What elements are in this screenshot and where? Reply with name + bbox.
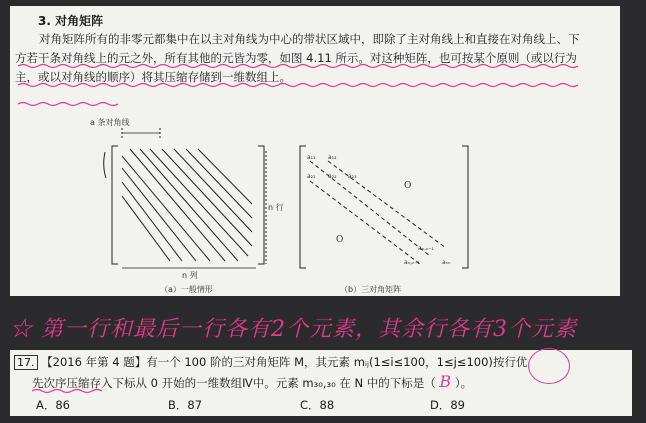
svg-text:a₂₁: a₂₁ — [307, 173, 316, 180]
svg-text:a₂₂: a₂₂ — [328, 173, 337, 180]
svg-text:aₙₙ: aₙₙ — [442, 259, 451, 266]
paragraph-text: 对角矩阵所有的非零元都集中在以主对角线为中心的带状区域中，即除了主对角线上和直接在对角线上、下方若干条对角线上的元之外，所有其他的元皆为零，如图 4.11 所示。对这种矩阵，也可按某个原则（或以行为主，或以对角线的顺序）将其压缩存储到一维数组上。 — [15, 32, 580, 84]
band-label-bottom: n 列 — [182, 271, 198, 280]
section-title: 3. 对角矩阵 — [38, 14, 104, 28]
svg-text:a₂₃: a₂₃ — [348, 173, 357, 180]
question-line-2-end: ）。 — [454, 376, 473, 390]
question-number: 17. — [14, 355, 38, 370]
option-a: A．86 — [36, 398, 71, 412]
svg-text:aₙ,ₙ₋₁: aₙ,ₙ₋₁ — [404, 259, 420, 266]
svg-text:a₁₁: a₁₁ — [307, 154, 316, 161]
option-c: C．88 — [300, 398, 335, 412]
exam-question — [10, 350, 632, 416]
question-line-2: 先次序压缩存入下标从 0 开始的一维数组Ⅳ中。元素 m₃₀,₃₀ 在 N 中的下标是（ — [32, 376, 440, 390]
question-line-1: 【2016 年第 4 题】有一个 100 阶的三对角矩阵 M，其元素 mᵢⱼ(1≤i≤100，1≤j≤100)按行优 — [41, 355, 528, 369]
wavy-underline-question — [32, 388, 102, 394]
svg-text:O: O — [336, 235, 344, 245]
textbook-page — [10, 6, 620, 296]
option-b: B．87 — [168, 398, 203, 412]
annotation-circle — [528, 348, 570, 384]
svg-text:aₙ,ₙ₋₁: aₙ,ₙ₋₁ — [418, 245, 434, 252]
figure-b-caption: （b）三对角矩阵 — [340, 285, 402, 294]
figure-tridiagonal-matrix — [10, 6, 620, 296]
option-d: D．89 — [430, 398, 465, 412]
svg-text:O: O — [404, 181, 412, 191]
handwritten-note: ☆ 第一行和最后一行各有2个元素，其余行各有3个元素 — [10, 317, 577, 342]
handwritten-answer: B — [439, 372, 452, 391]
band-label-top: a 条对角线 — [90, 118, 130, 127]
svg-text:a₁₂: a₁₂ — [328, 154, 337, 161]
band-label-right: n 行 — [268, 203, 284, 212]
figure-a-caption: （a）一般情形 — [160, 285, 213, 294]
